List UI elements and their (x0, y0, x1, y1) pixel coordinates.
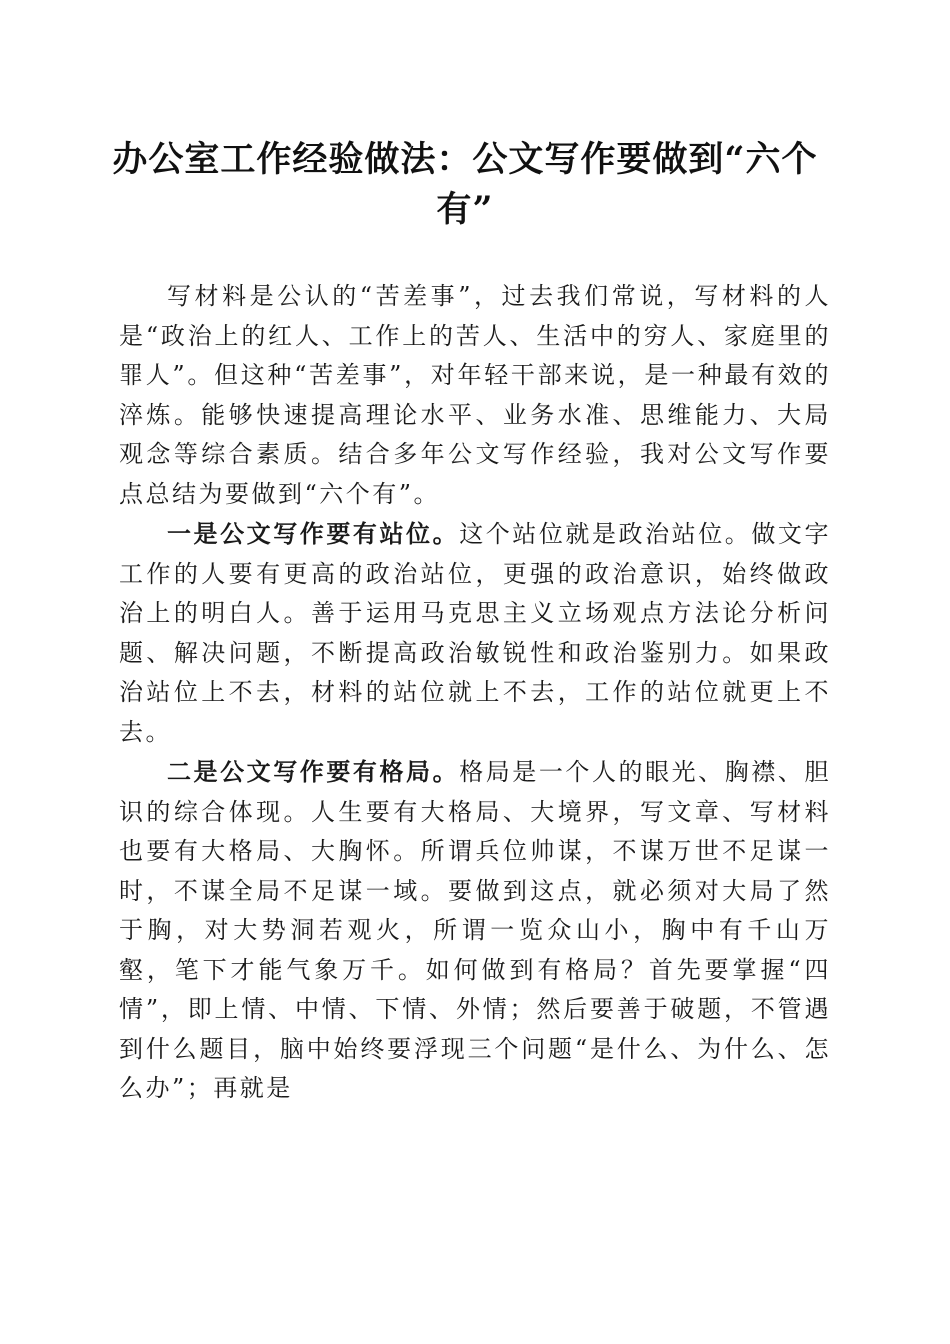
paragraph-stance (119, 514, 831, 752)
paragraph-lead: 二是公文写作要有格局。 (167, 757, 460, 786)
document-title: 办公室工作经验做法：公文写作要做到“六个有” (112, 139, 818, 230)
paragraph-vision (119, 752, 831, 1109)
paragraph-intro (119, 276, 831, 514)
document-body (119, 276, 831, 1109)
paragraph-text: 写材料是公认的“苦差事”，过去我们常说，写材料的人是“政治上的红人、工作上的苦人、生活中的穷人、家庭里的罪人”。但这种“苦差事”，对年轻干部来说，是一种最有效的淬炼。能够快速提高理论水平、业务水准、思维能力、大局观念等综合素质。结合多年公文写作经验，我对公文写作要点总结为要做到“六个有”。 (119, 282, 831, 508)
paragraph-text: 格局是一个人的眼光、胸襟、胆识的综合体现。人生要有大格局、大境界，写文章、写材料也要有大格局、大胸怀。所谓兵位帅谋，不谋万世不足谋一时，不谋全局不足谋一域。要做到这点，就必须对大局了然于胸，对大势洞若观火，所谓一览众山小，胸中有千山万壑，笔下才能气象万千。如何做到有格局？首先要掌握“四情”，即上情、中情、下情、外情；然后要善于破题，不管遇到什么题目，脑中始终要浮现三个问题“是什么、为什么、怎么办”；再就是 (119, 758, 831, 1102)
paragraph-text: 这个站位就是政治站位。做文字工作的人要有更高的政治站位，更强的政治意识，始终做政治上的明白人。善于运用马克思主义立场观点方法论分析问题、解决问题，不断提高政治敏锐性和政治鉴别力。如果政治站位上不去，材料的站位就上不去，工作的站位就更上不去。 (119, 520, 831, 746)
paragraph-lead: 一是公文写作要有站位。 (167, 519, 460, 548)
